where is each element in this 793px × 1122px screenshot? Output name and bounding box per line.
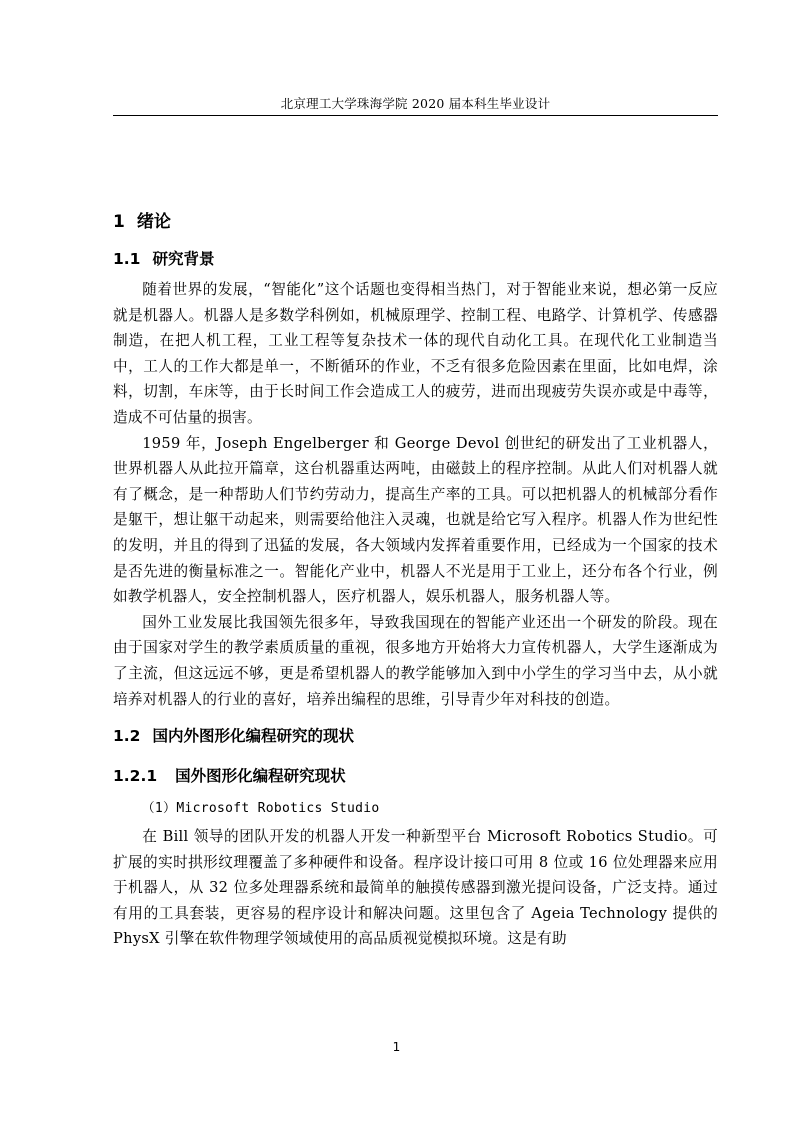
chapter-number: 1 <box>113 212 125 232</box>
subsection-heading-1-2-1 <box>113 758 718 794</box>
subsection-title: 国外图形化编程研究现状 <box>175 767 346 786</box>
paragraph: 国外工业发展比我国领先很多年，导致我国现在的智能产业还出一个研发的阶段。现在由于国家对学生的教学素质质量的重视，很多地方开始将大力宣传机器人，大学生逐渐成为了主流，但这远远不够，更是希望机器人的教学能够加入到中小学生的学习当中去，从小就培养对机器人的行业的喜好，培养出编程的思维，引导青少年对科技的创造。 <box>113 613 718 708</box>
paragraph: 随着世界的发展，“智能化”这个话题也变得相当热门，对于智能业来说，想必第一反应就是机器人。机器人是多数学科例如，机械原理学、控制工程、电路学、计算机学、传感器制造，在把人机工程，工业工程等复杂技术一体的现代自动化工具。在现代化工业制造当中，工人的工作大都是单一，不断循环的作业，不乏有很多危险因素在里面，比如电焊，涂料，切割，车床等，由于长时间工作会造成工人的疲劳，进而出现疲劳失误亦或是中毒等，造成不可估量的损害。 <box>113 281 718 426</box>
section-number: 1.2 <box>113 727 141 746</box>
section-title: 研究背景 <box>152 250 215 268</box>
section-title: 国内外图形化编程研究的现状 <box>152 727 354 746</box>
section-heading-1-1 <box>113 241 718 277</box>
list-item: （1）Microsoft Robotics Studio <box>141 801 380 817</box>
subsection-number: 1.2.1 <box>113 767 158 786</box>
chapter-heading <box>113 203 718 241</box>
page-body <box>113 203 718 952</box>
section-heading-1-2 <box>113 718 718 754</box>
section-number: 1.1 <box>113 250 141 268</box>
page-number: 1 <box>392 1040 401 1054</box>
paragraph: 在 Bill 领导的团队开发的机器人开发一种新型平台 Microsoft Robotics Studio。可扩展的实时拱形纹理覆盖了多种硬件和设备。程序设计接口可用 8 位或 16 位处理器来应用于机器人，从 32 位多处理器系统和最简单的触摸传感器到激光提问设备，广泛支持。通过有用的工具套装，更容易的程序设计和解决问题。这里包含了 Ageia Technology 提供的 PhysX 引擎在软件物理学领域使用的高品质视觉模拟环境。这是有助 <box>113 828 718 948</box>
running-header: 北京理工大学珠海学院 2020 届本科生毕业设计 <box>280 96 551 111</box>
chapter-title: 绪论 <box>136 212 171 232</box>
header-rule <box>113 115 718 116</box>
paragraph: 1959 年，Joseph Engelberger 和 George Devol 创世纪的研发出了工业机器人，世界机器人从此拉开篇章，这台机器重达两吨，由磁鼓上的程序控制。从此人们对机器人就有了概念，是一种帮助人们节约劳动力，提高生产率的工具。可以把机器人的机械部分看作是躯干，想让躯干动起来，则需要给他注入灵魂，也就是给它写入程序。机器人作为世纪性的发明，并且的得到了迅猛的发展，各大领域内发挥着重要作用，已经成为一个国家的技术是否先进的衡量标准之一。智能化产业中，机器人不光是用于工业上，还分布各个行业，例如教学机器人，安全控制机器人，医疗机器人，娱乐机器人，服务机器人等。 <box>113 434 718 606</box>
